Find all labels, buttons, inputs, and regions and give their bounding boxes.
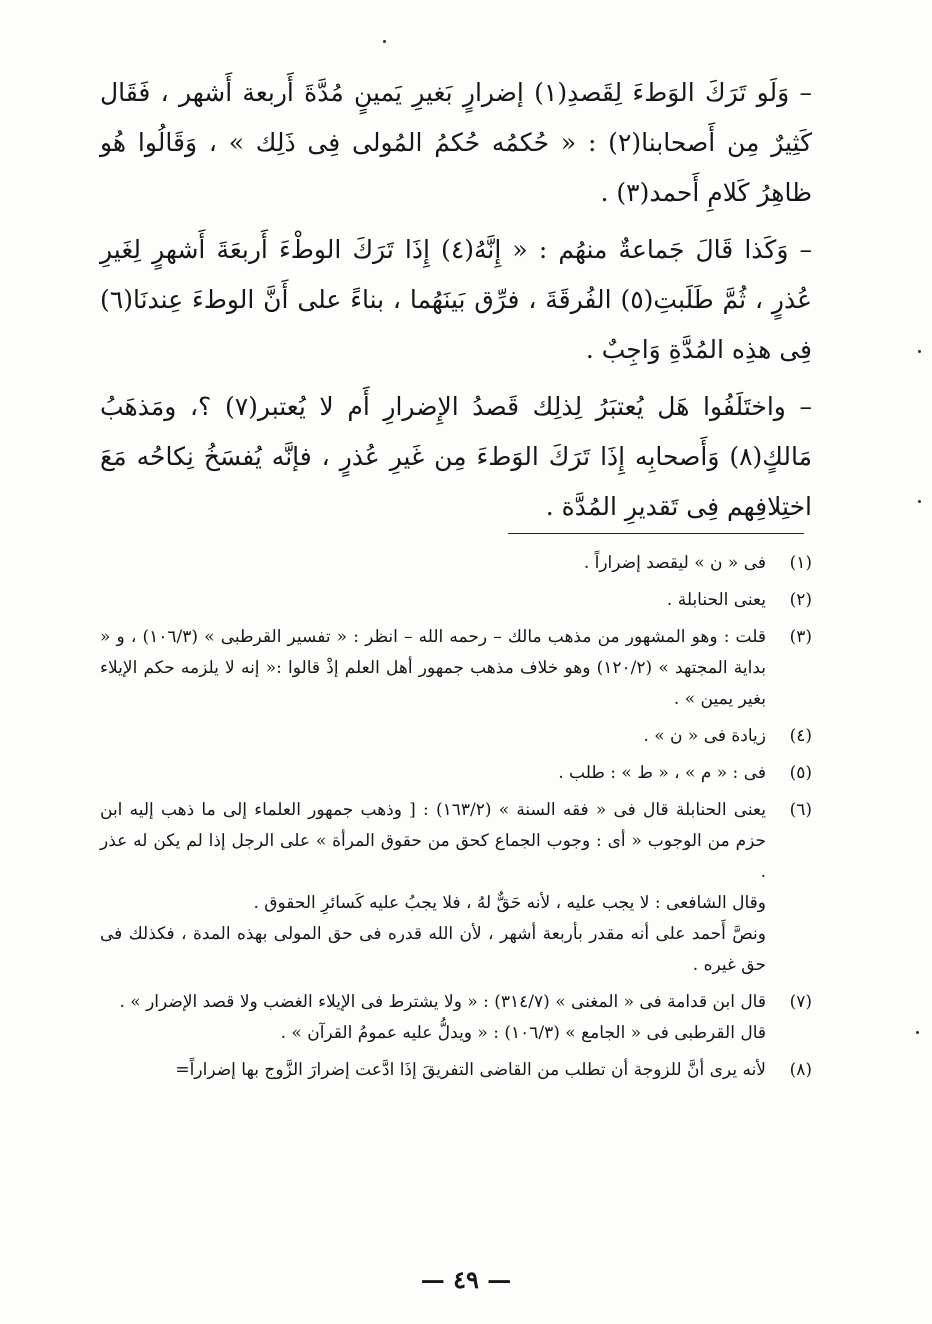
footnote-text: يعنى الحنابلة قال فى « فقه السنة » (١٦٣/٢) : [ وذهب جمهور العلماء إلى ما ذهب إليه ابن حزم من الوجوب « أى : وجوب الجماع كحق من حقوق المرأة » على الرجل إذا لم يكن له عذر .	[100, 800, 766, 882]
footnote-text: قلت : وهو المشهور من مذهب مالك – رحمه الله – انظر : « تفسير القرطبى » (١٠٦/٣) ، و « بداية المجتهد » (١٢٠/٢) وهو خلاف مذهب جمهور أهل العلم إذْ قالوا :« إنه لا يلزمه حكم الإيلاء بغير يمين » .	[100, 627, 766, 709]
scan-speck	[918, 350, 921, 353]
footnote-text: زيادة فى « ن » .	[643, 726, 766, 746]
footnote-3	[100, 622, 812, 715]
footnote-number: (٧)	[789, 992, 812, 1012]
footnote-5	[100, 758, 812, 789]
scan-speck	[383, 40, 386, 43]
scan-speck	[918, 500, 921, 503]
footnote-4	[100, 721, 812, 752]
paragraph-3: – واختَلَفُوا هَل يُعتبَرُ لِذلِك قَصدُ الإِضرارِ أَم لا يُعتبر(٧) ؟، ومَذهَبُ مَالكٍ(٨) وَأَصحابِه إِذَا تَرَكَ الوَطءَ مِن غَيرِ عُذرٍ ، فإنَّه يُفسَخُ نِكاحُه مَعَ اختِلافِهم فِى تَقديرِ المُدَّة .	[100, 392, 812, 521]
footnote-text: فى « ن » ليقصد إضراراً .	[583, 553, 766, 573]
footnote-text: قال ابن قدامة فى « المغنى » (٣١٤/٧) : « ولا يشترط فى الإيلاء الغضب ولا قصد الإضرار » .	[119, 992, 766, 1012]
footnote-number: (٢)	[789, 590, 812, 610]
main-text	[100, 68, 812, 539]
scan-speck	[916, 1031, 919, 1034]
footnote-text: وقال الشافعى : لا يجب عليه ، لأنه حَقٌّ لهُ ، فلا يجبُ عليه كَسائرِ الحقوق .	[253, 893, 766, 913]
footnote-8	[100, 1055, 812, 1086]
footnote-number: (٨)	[789, 1060, 812, 1080]
footnotes	[100, 548, 812, 1092]
footnote-1	[100, 548, 812, 579]
footnote-text: فى : « م » ، « ط » : طلب .	[558, 763, 766, 783]
paragraph-1: – وَلَو تَرَكَ الوَطءَ لِقَصدِ(١) إضرارٍ بَغيرِ يَمينٍ مُدَّةَ أَربعة أَشهر ، فَقَال كَثِيرٌ مِن أَصحابنا(٢) : « حُكمُه حُكمُ المُولى فِى ذَلِك » ، وَقَالُوا هُو ظاهِرُ كَلامِ أَحمد(٣) .	[100, 78, 812, 207]
paragraph-2: – وَكَذا قَالَ جَماعةٌ منهُم : « إِنَّهُ(٤) إِذَا تَرَكَ الوطْءَ أَربعَةَ أَشهرٍ لِغَيرِ عُذرٍ ، ثُمَّ طَلَبتِ(٥) الفُرقَةَ ، فرِّق بَينَهُما ، بناءً على أَنَّ الوطءَ عِندنَا(٦) فِى هذِه المُدَّةِ وَاجِبٌ .	[100, 235, 813, 364]
footnote-7	[100, 987, 812, 1049]
footnote-number: (٤)	[789, 726, 812, 746]
page-number: — ٤٩ —	[420, 1265, 512, 1294]
footnote-text: قال القرطبى فى « الجامع » (١٠٦/٣) : « ويدلُّ عليه عمومُ القرآن » .	[280, 1023, 766, 1043]
footnote-2	[100, 585, 812, 616]
footnote-number: (١)	[789, 553, 812, 573]
footnote-6	[100, 795, 812, 981]
footnote-number: (٥)	[789, 763, 812, 783]
footnote-text: لأنه يرى أنَّ للزوجة أن تطلب من القاضى التفريقَ إذَا ادَّعت إضرارَ الزَّوج بها إضراراً=	[175, 1060, 766, 1080]
footnote-text: ونصَّ أَحمد على أنه مقدر بأربعة أشهر ، لأن الله قدره فى حق المولى بهذه المدة ، فكذلك فى حق غيره .	[100, 924, 766, 975]
footnote-text: يعنى الحنابلة .	[666, 590, 766, 610]
footnote-number: (٣)	[789, 627, 812, 647]
footnote-number: (٦)	[789, 800, 812, 820]
footnote-separator	[508, 533, 804, 534]
